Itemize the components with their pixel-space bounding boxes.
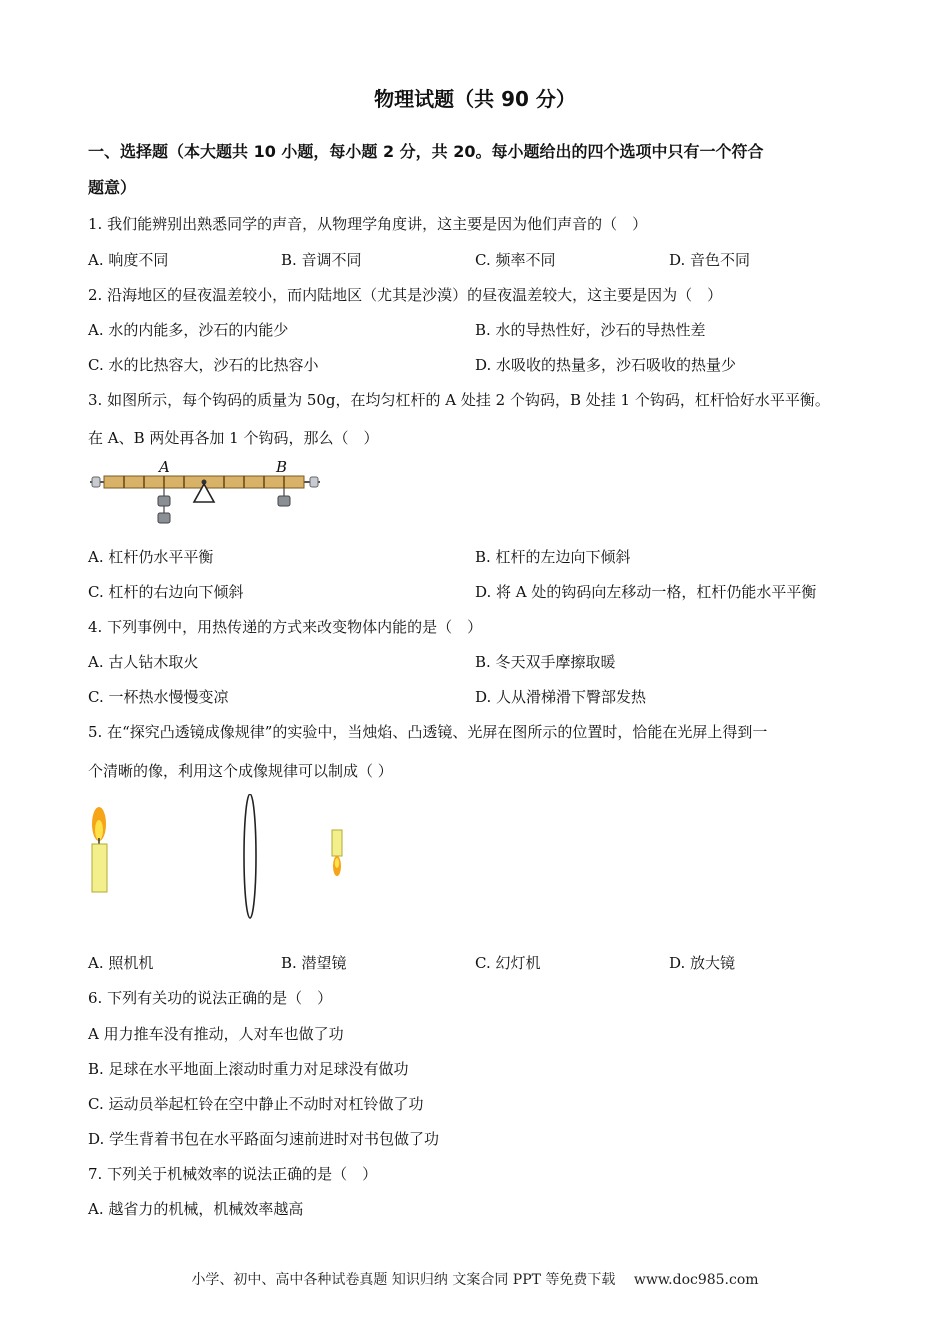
page-footer: 小学、初中、高中各种试卷真题 知识归纳 文案合同 PPT 等免费下载 www.doc985.com — [191, 1272, 759, 1288]
page-title: 物理试题（共 90 分） — [374, 87, 576, 111]
candle-icon — [92, 807, 107, 892]
question-6-option-b: B. 足球在水平地面上滚动时重力对足球没有做功 — [88, 1060, 409, 1078]
question-3-option-d: D. 将 A 处的钩码向左移动一格，杠杆仍能水平平衡 — [475, 583, 817, 601]
lever-diagram — [88, 456, 324, 528]
lens-experiment-diagram — [84, 794, 364, 926]
question-6-option-a: A 用力推车没有推动，人对车也做了功 — [88, 1025, 344, 1043]
question-1-option-c: C. 频率不同 — [475, 251, 556, 269]
question-4-option-d: D. 人从滑梯滑下臀部发热 — [475, 688, 647, 706]
weight-at-b — [278, 488, 290, 506]
inverted-image-icon — [332, 830, 342, 876]
question-1-option-a: A. 响度不同 — [88, 251, 169, 269]
question-3-stem-line1: 3. 如图所示，每个钩码的质量为 50g，在均匀杠杆的 A 处挂 2 个钩码，B 处挂 1 个钩码，杠杆恰好水平平衡。 — [88, 391, 830, 409]
question-5-stem-line2: 个清晰的像，利用这个成像规律可以制成（ ） — [88, 762, 393, 780]
section-heading-line1: 一、选择题（本大题共 10 小题，每小题 2 分，共 20。每小题给出的四个选项中只有一个符合 — [88, 142, 764, 161]
question-5-option-c: C. 幻灯机 — [475, 954, 541, 972]
question-6-option-c: C. 运动员举起杠铃在空中静止不动时对杠铃做了功 — [88, 1095, 424, 1113]
question-2-option-c: C. 水的比热容大，沙石的比热容小 — [88, 356, 319, 374]
question-3-option-c: C. 杠杆的右边向下倾斜 — [88, 583, 244, 601]
question-1-option-b: B. 音调不同 — [281, 251, 362, 269]
question-4-option-a: A. 古人钻木取火 — [88, 653, 199, 671]
weights-at-a — [158, 488, 170, 523]
question-7-stem: 7. 下列关于机械效率的说法正确的是（ ） — [88, 1165, 378, 1183]
question-5-stem-line1: 5. 在“探究凸透镜成像规律”的实验中，当烛焰、凸透镜、光屏在图所示的位置时，恰能在光屏上得到一 — [88, 723, 768, 741]
question-6-option-d: D. 学生背着书包在水平路面匀速前进时对书包做了功 — [88, 1130, 440, 1148]
question-6-stem: 6. 下列有关功的说法正确的是（ ） — [88, 989, 333, 1007]
question-5-option-d: D. 放大镜 — [669, 954, 736, 972]
question-2-stem: 2. 沿海地区的昼夜温差较小，而内陆地区（尤其是沙漠）的昼夜温差较大，这主要是因为（ ） — [88, 286, 723, 304]
lever-label-a: A — [159, 458, 170, 476]
question-2-option-d: D. 水吸收的热量多，沙石吸收的热量少 — [475, 356, 737, 374]
question-1-stem: 1. 我们能辨别出熟悉同学的声音，从物理学角度讲，这主要是因为他们声音的（ ） — [88, 215, 648, 233]
question-3-option-a: A. 杠杆仍水平平衡 — [88, 548, 214, 566]
question-4-option-b: B. 冬天双手摩擦取暖 — [475, 653, 616, 671]
question-5-option-a: A. 照机机 — [88, 954, 154, 972]
question-4-option-c: C. 一杯热水慢慢变凉 — [88, 688, 229, 706]
question-4-stem: 4. 下列事例中，用热传递的方式来改变物体内能的是（ ） — [88, 618, 483, 636]
question-3-stem-line2: 在 A、B 两处再各加 1 个钩码，那么（ ） — [88, 429, 379, 447]
section-heading-line2: 题意） — [88, 178, 137, 197]
lever-label-b: B — [276, 458, 288, 476]
question-1-option-d: D. 音色不同 — [669, 251, 751, 269]
question-3-option-b: B. 杠杆的左边向下倾斜 — [475, 548, 631, 566]
convex-lens-icon — [244, 794, 256, 918]
question-2-option-a: A. 水的内能多，沙石的内能少 — [88, 321, 289, 339]
question-2-option-b: B. 水的导热性好，沙石的导热性差 — [475, 321, 706, 339]
question-5-option-b: B. 潜望镜 — [281, 954, 347, 972]
question-7-option-a: A. 越省力的机械，机械效率越高 — [88, 1200, 304, 1218]
